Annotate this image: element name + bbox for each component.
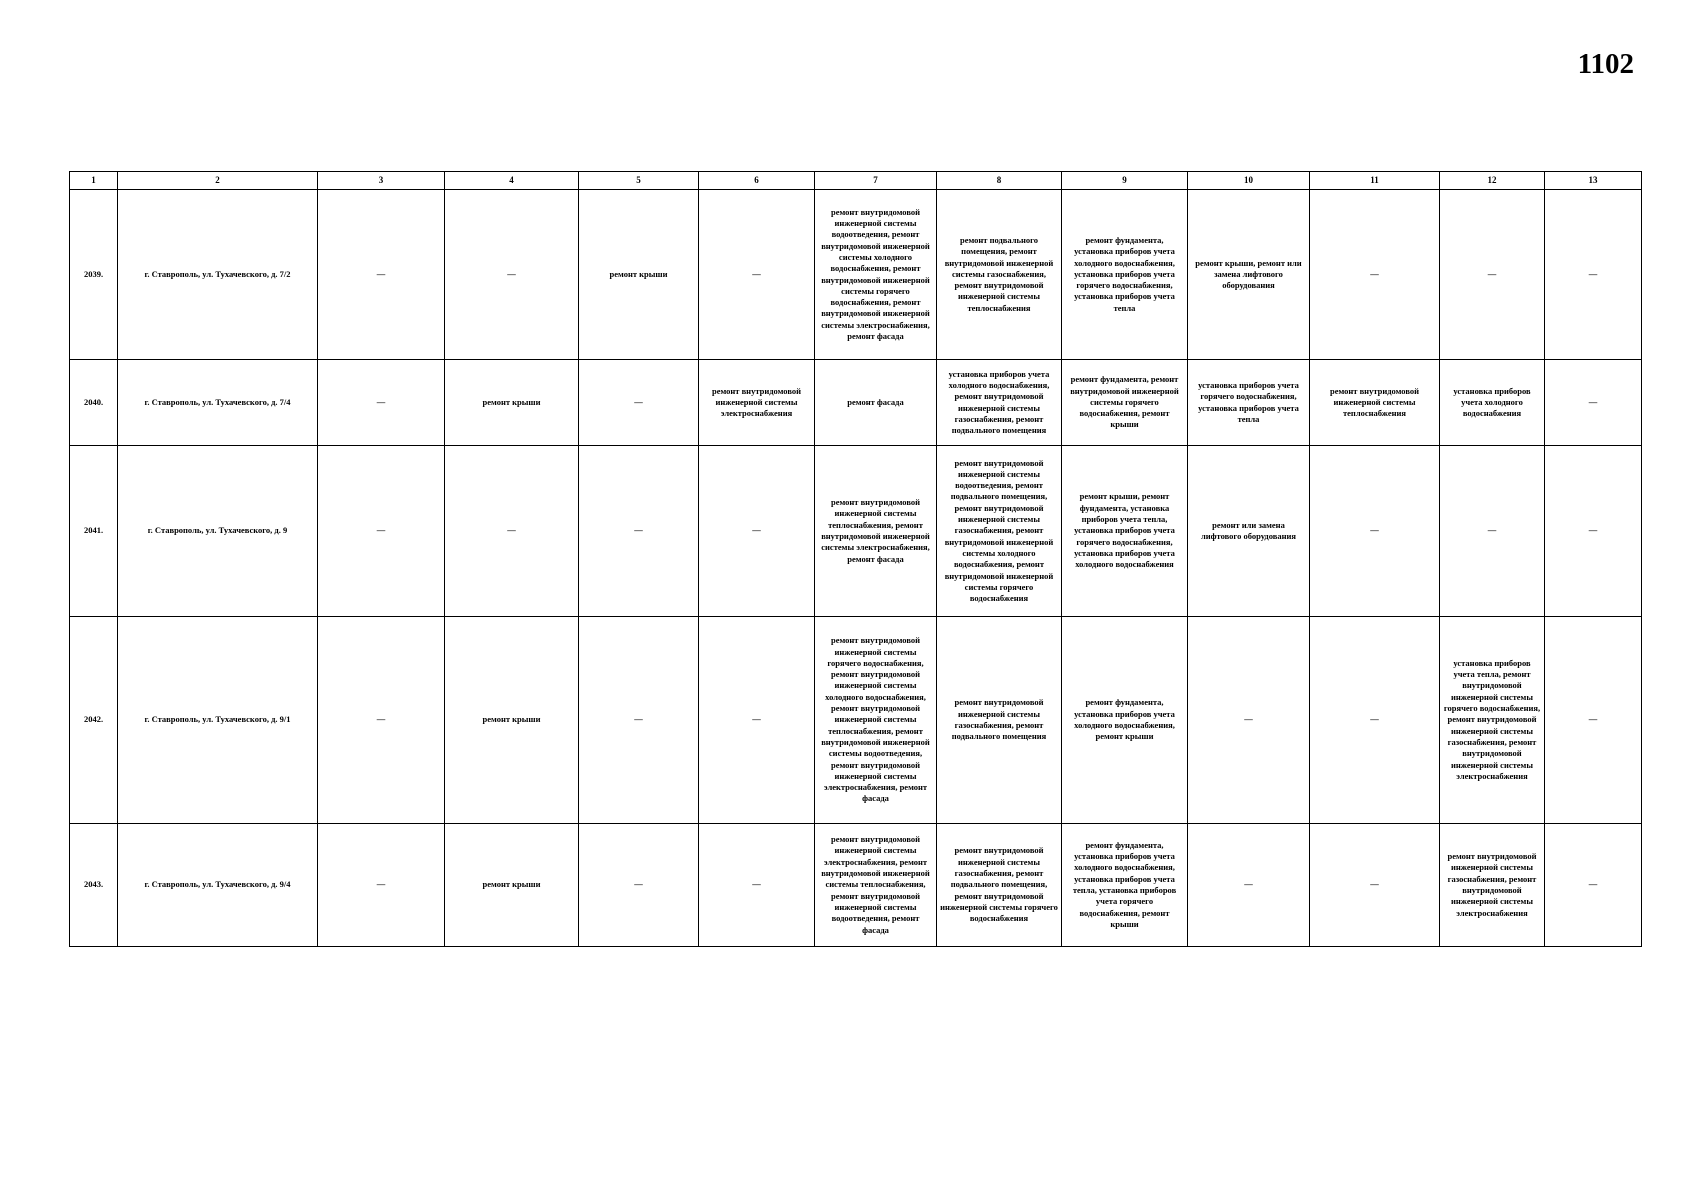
table-cell: ремонт внутридомовой инженерной системы газоснабжения, ремонт подвального помещения, ремонт внутридомовой инженерной системы горячего водоснабжения xyxy=(937,824,1062,947)
row-number: 2041. xyxy=(70,446,118,617)
table-cell: — xyxy=(318,446,445,617)
row-number: 2040. xyxy=(70,360,118,446)
table-cell: ремонт внутридомовой инженерной системы водоотведения, ремонт подвального помещения, ремонт внутридомовой инженерной системы газоснабжения, ремонт внутридомовой инженерной системы холодного водоснабжения, ремонт внутридомовой инженерной системы горячего водоснабжения xyxy=(937,446,1062,617)
table-cell: ремонт внутридомовой инженерной системы электроснабжения xyxy=(699,360,815,446)
table-cell: — xyxy=(699,190,815,360)
table-cell: — xyxy=(1188,824,1310,947)
table-cell: установка приборов учета холодного водоснабжения xyxy=(1440,360,1545,446)
column-header: 7 xyxy=(815,172,937,190)
page-number: 1102 xyxy=(1577,48,1634,80)
table-cell: ремонт крыши xyxy=(445,360,579,446)
table-cell: — xyxy=(1310,617,1440,824)
row-number: 2043. xyxy=(70,824,118,947)
table-cell: ремонт крыши xyxy=(445,824,579,947)
table-cell: ремонт фундамента, ремонт внутридомовой инженерной системы горячего водоснабжения, ремонт крыши xyxy=(1062,360,1188,446)
table-cell: ремонт крыши, ремонт фундамента, установка приборов учета тепла, установка приборов учета горячего водоснабжения, установка приборов учета холодного водоснабжения xyxy=(1062,446,1188,617)
table-cell: — xyxy=(1440,190,1545,360)
table-cell: ремонт внутридомовой инженерной системы газоснабжения, ремонт внутридомовой инженерной системы электроснабжения xyxy=(1440,824,1545,947)
table-cell: ремонт внутридомовой инженерной системы теплоснабжения xyxy=(1310,360,1440,446)
column-header: 10 xyxy=(1188,172,1310,190)
table-cell: — xyxy=(318,190,445,360)
table-cell: — xyxy=(1310,824,1440,947)
table-cell: установка приборов учета горячего водоснабжения, установка приборов учета тепла xyxy=(1188,360,1310,446)
table-cell: — xyxy=(699,446,815,617)
table-cell: ремонт внутридомовой инженерной системы теплоснабжения, ремонт внутридомовой инженерной системы электроснабжения, ремонт фасада xyxy=(815,446,937,617)
column-header: 11 xyxy=(1310,172,1440,190)
table-cell: — xyxy=(1310,446,1440,617)
table-cell: установка приборов учета холодного водоснабжения, ремонт внутридомовой инженерной системы газоснабжения, ремонт подвального помещения xyxy=(937,360,1062,446)
table-cell: — xyxy=(318,617,445,824)
table-row xyxy=(70,446,1642,617)
table-row xyxy=(70,617,1642,824)
table-cell: — xyxy=(579,446,699,617)
table-cell: — xyxy=(579,617,699,824)
table-cell: — xyxy=(445,190,579,360)
column-header: 6 xyxy=(699,172,815,190)
table-cell: — xyxy=(1545,617,1642,824)
repair-schedule-table xyxy=(69,171,1642,947)
column-header: 3 xyxy=(318,172,445,190)
table-cell: — xyxy=(579,824,699,947)
column-header: 2 xyxy=(118,172,318,190)
row-number: 2039. xyxy=(70,190,118,360)
column-header: 5 xyxy=(579,172,699,190)
table-cell: — xyxy=(1545,824,1642,947)
address-cell: г. Ставрополь, ул. Тухачевского, д. 7/4 xyxy=(118,360,318,446)
table-cell: ремонт крыши, ремонт или замена лифтового оборудования xyxy=(1188,190,1310,360)
column-header: 9 xyxy=(1062,172,1188,190)
table-cell: — xyxy=(445,446,579,617)
table-cell: — xyxy=(699,824,815,947)
table-cell: — xyxy=(579,360,699,446)
address-cell: г. Ставрополь, ул. Тухачевского, д. 9/1 xyxy=(118,617,318,824)
table-cell: ремонт фундамента, установка приборов учета холодного водоснабжения, установка приборов учета горячего водоснабжения, установка приборов учета тепла xyxy=(1062,190,1188,360)
table-cell: ремонт подвального помещения, ремонт внутридомовой инженерной системы газоснабжения, ремонт внутридомовой инженерной системы теплоснабжения xyxy=(937,190,1062,360)
table-cell: — xyxy=(318,360,445,446)
table-row xyxy=(70,824,1642,947)
table-cell: ремонт внутридомовой инженерной системы электроснабжения, ремонт внутридомовой инженерной системы теплоснабжения, ремонт внутридомовой инженерной системы водоотведения, ремонт фасада xyxy=(815,824,937,947)
table-cell: ремонт фасада xyxy=(815,360,937,446)
table-cell: установка приборов учета тепла, ремонт внутридомовой инженерной системы горячего водоснабжения, ремонт внутридомовой инженерной системы газоснабжения, ремонт внутридомовой инженерной системы электроснабжения xyxy=(1440,617,1545,824)
column-header: 12 xyxy=(1440,172,1545,190)
table-cell: — xyxy=(1440,446,1545,617)
address-cell: г. Ставрополь, ул. Тухачевского, д. 9 xyxy=(118,446,318,617)
table-cell: — xyxy=(1188,617,1310,824)
table-cell: ремонт внутридомовой инженерной системы водоотведения, ремонт внутридомовой инженерной системы холодного водоснабжения, ремонт внутридомовой инженерной системы горячего водоснабжения, ремонт внутридомовой инженерной системы электроснабжения, ремонт фасада xyxy=(815,190,937,360)
table-cell: ремонт внутридомовой инженерной системы газоснабжения, ремонт подвального помещения xyxy=(937,617,1062,824)
column-header: 4 xyxy=(445,172,579,190)
table-cell: — xyxy=(1310,190,1440,360)
table-row xyxy=(70,360,1642,446)
table-cell: — xyxy=(1545,190,1642,360)
table-cell: ремонт фундамента, установка приборов учета холодного водоснабжения, установка приборов учета тепла, установка приборов учета горячего водоснабжения, ремонт крыши xyxy=(1062,824,1188,947)
column-header: 13 xyxy=(1545,172,1642,190)
row-number: 2042. xyxy=(70,617,118,824)
table-cell: — xyxy=(699,617,815,824)
column-header: 8 xyxy=(937,172,1062,190)
table-cell: — xyxy=(1545,446,1642,617)
table-row xyxy=(70,190,1642,360)
table-cell: ремонт фундамента, установка приборов учета холодного водоснабжения, ремонт крыши xyxy=(1062,617,1188,824)
column-header: 1 xyxy=(70,172,118,190)
column-number-row xyxy=(70,172,1642,190)
address-cell: г. Ставрополь, ул. Тухачевского, д. 7/2 xyxy=(118,190,318,360)
table-cell: — xyxy=(1545,360,1642,446)
table-cell: ремонт или замена лифтового оборудования xyxy=(1188,446,1310,617)
table-cell: — xyxy=(318,824,445,947)
table-cell: ремонт крыши xyxy=(579,190,699,360)
table-cell: ремонт крыши xyxy=(445,617,579,824)
address-cell: г. Ставрополь, ул. Тухачевского, д. 9/4 xyxy=(118,824,318,947)
table-cell: ремонт внутридомовой инженерной системы горячего водоснабжения, ремонт внутридомовой инженерной системы холодного водоснабжения, ремонт внутридомовой инженерной системы теплоснабжения, ремонт внутридомовой инженерной системы водоотведения, ремонт внутридомовой инженерной системы электроснабжения, ремонт фасада xyxy=(815,617,937,824)
